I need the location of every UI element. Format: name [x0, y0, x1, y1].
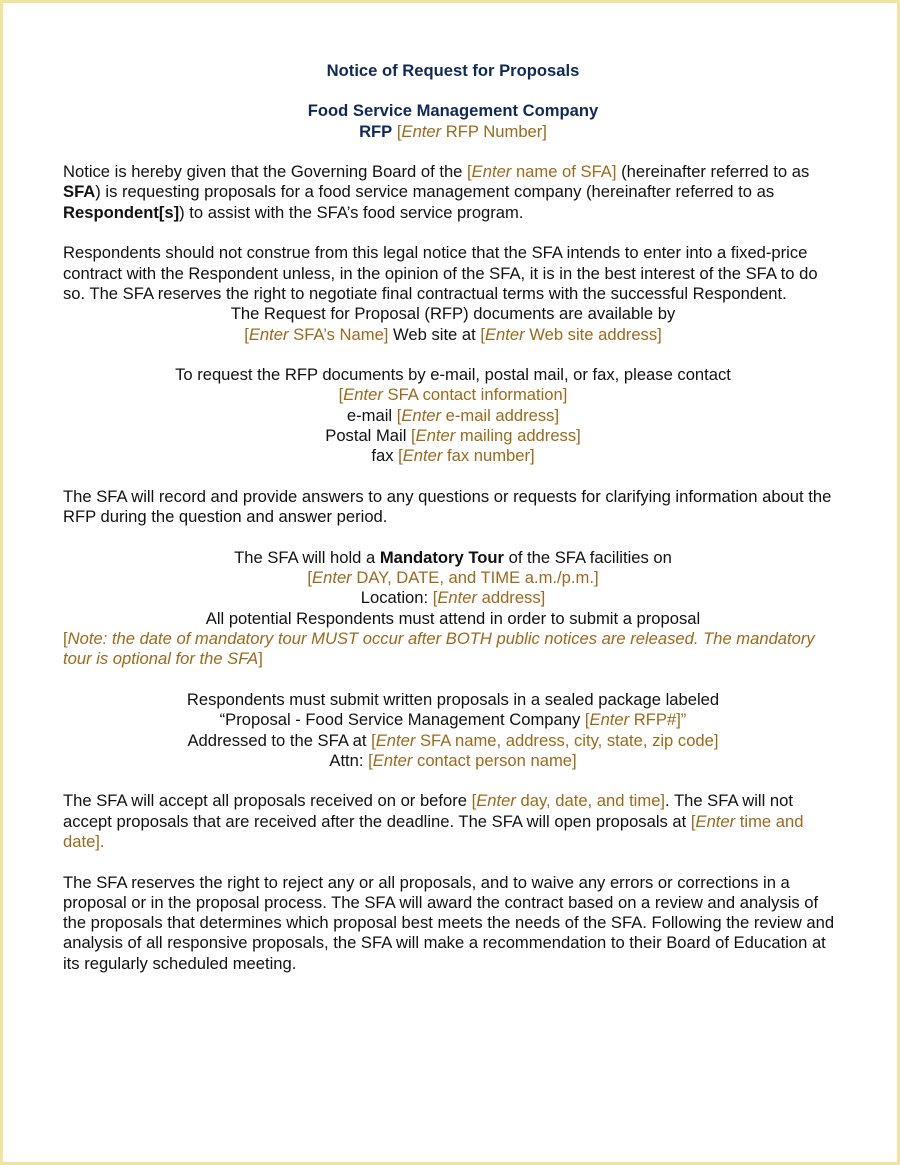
contact-fax-line: fax [Enter fax number] — [371, 446, 535, 466]
sfa-name-placeholder: [Enter name of SFA] — [467, 162, 617, 182]
rfp-number-placeholder: [Enter RFP Number] — [396, 121, 547, 141]
tour-date-line: [Enter DAY, DATE, and TIME a.m./p.m.] — [307, 568, 599, 588]
rfp-number-line: RFP [Enter RFP Number] — [359, 121, 547, 141]
document-body — [63, 61, 843, 974]
tour-attend-line: All potential Respondents must attend in order to submit a proposal — [205, 608, 701, 628]
submit-attn-line: Attn: [Enter contact person name] — [329, 750, 577, 770]
document-title: Notice of Request for Proposals — [326, 61, 580, 80]
submit-label-line: “Proposal - Food Service Management Company [Enter RFP#]” — [219, 710, 687, 730]
sfa-name-placeholder-2: [Enter SFA’s Name] — [244, 324, 389, 344]
contact-email-line: e-mail [Enter e-mail address] — [346, 405, 560, 425]
document-subtitle: Food Service Management Company — [307, 101, 599, 121]
deadline-paragraph: The SFA will accept all proposals received on or before [Enter day, date, and time]. The SFA will not accept proposals that are received after the deadline. The SFA will open proposals at [Enter time and date]. — [63, 791, 804, 851]
rfp-docs-website-line: [Enter SFA’s Name] Web site at [Enter Web site address] — [244, 324, 662, 344]
tour-line: The SFA will hold a Mandatory Tour of the SFA facilities on — [234, 547, 672, 567]
contact-intro: To request the RFP documents by e-mail, postal mail, or fax, please contact — [175, 365, 731, 385]
submit-line: Respondents must submit written proposals in a sealed package labeled — [186, 689, 720, 709]
tour-location-line: Location: [Enter address] — [360, 588, 546, 608]
website-placeholder: [Enter Web site address] — [480, 324, 662, 344]
contact-postal-line: Postal Mail [Enter mailing address] — [325, 426, 581, 446]
award-paragraph: The SFA reserves the right to reject any or all proposals, and to waive any errors or corrections in a proposal or in the proposal process. The SFA will award the contract based on a review and analysis of the proposals that determines which proposal best meets the needs of the SFA. Following the review and analysis of all responsive proposals, the SFA will make a recommendation to their Board of Education at its regularly scheduled meeting. — [63, 872, 835, 973]
submit-address-line: Addressed to the SFA at [Enter SFA name, address, city, state, zip code] — [187, 730, 719, 750]
contact-info-line: [Enter SFA contact information] — [338, 385, 568, 405]
tour-note: [Note: the date of mandatory tour MUST occur after BOTH public notices are released. The mandatory tour is optional for the SFA] — [63, 629, 815, 669]
intro-paragraph: Notice is hereby given that the Governing Board of the [Enter name of SFA] (hereinafter referred to as SFA) is requesting proposals for a food service management company (hereinafter referred to as Respondent[s]) to assist with the SFA’s food service program. — [63, 162, 810, 222]
questions-paragraph: The SFA will record and provide answers to any questions or requests for clarifying information about the RFP during the question and answer period. — [63, 486, 832, 527]
rfp-docs-line: The Request for Proposal (RFP) documents are available by — [230, 304, 676, 324]
construe-paragraph: Respondents should not construe from this legal notice that the SFA intends to enter into a fixed-price contract with the Respondent unless, in the opinion of the SFA, it is in the best interest of the SFA to do so. The SFA reserves the right to negotiate final contractual terms with the successful Respondent. — [63, 243, 818, 303]
